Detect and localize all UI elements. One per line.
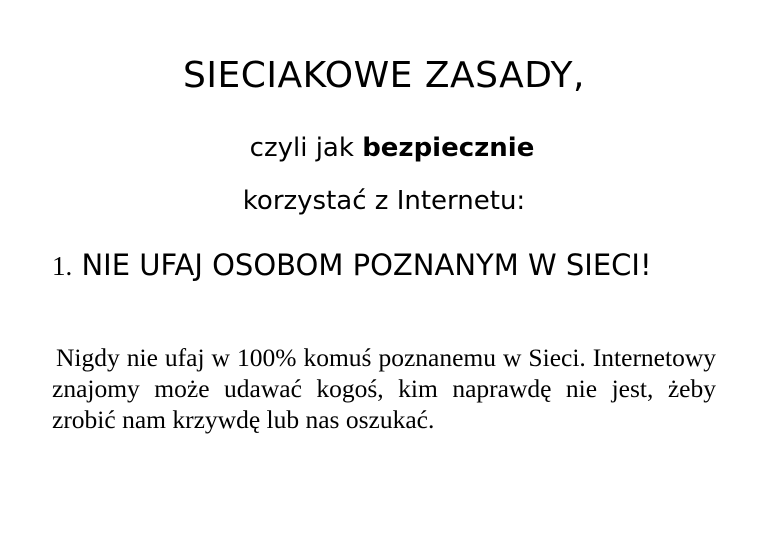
rule-heading [52, 242, 716, 289]
rule-number: 1. [52, 251, 73, 281]
rule-body-paragraph: Nigdy nie ufaj w 100% komuś poznanemu w Sieci. Internetowy znajomy może udawać kogoś, kim naprawdę nie jest, żeby zrobić nam krzywdę lub nas oszukać. [52, 343, 716, 434]
subtitle-line-1 [8, 135, 768, 161]
rule-heading-text: NIE UFAJ OSOBOM POZNANYM W SIECI! [81, 248, 652, 282]
subtitle-text: czyli jak [249, 133, 363, 163]
subtitle-line-2: korzystać z Internetu: [242, 186, 526, 216]
subtitle-bold-word: bezpiecznie [362, 133, 535, 163]
page-title: SIECIAKOWE ZASADY, [183, 55, 585, 96]
